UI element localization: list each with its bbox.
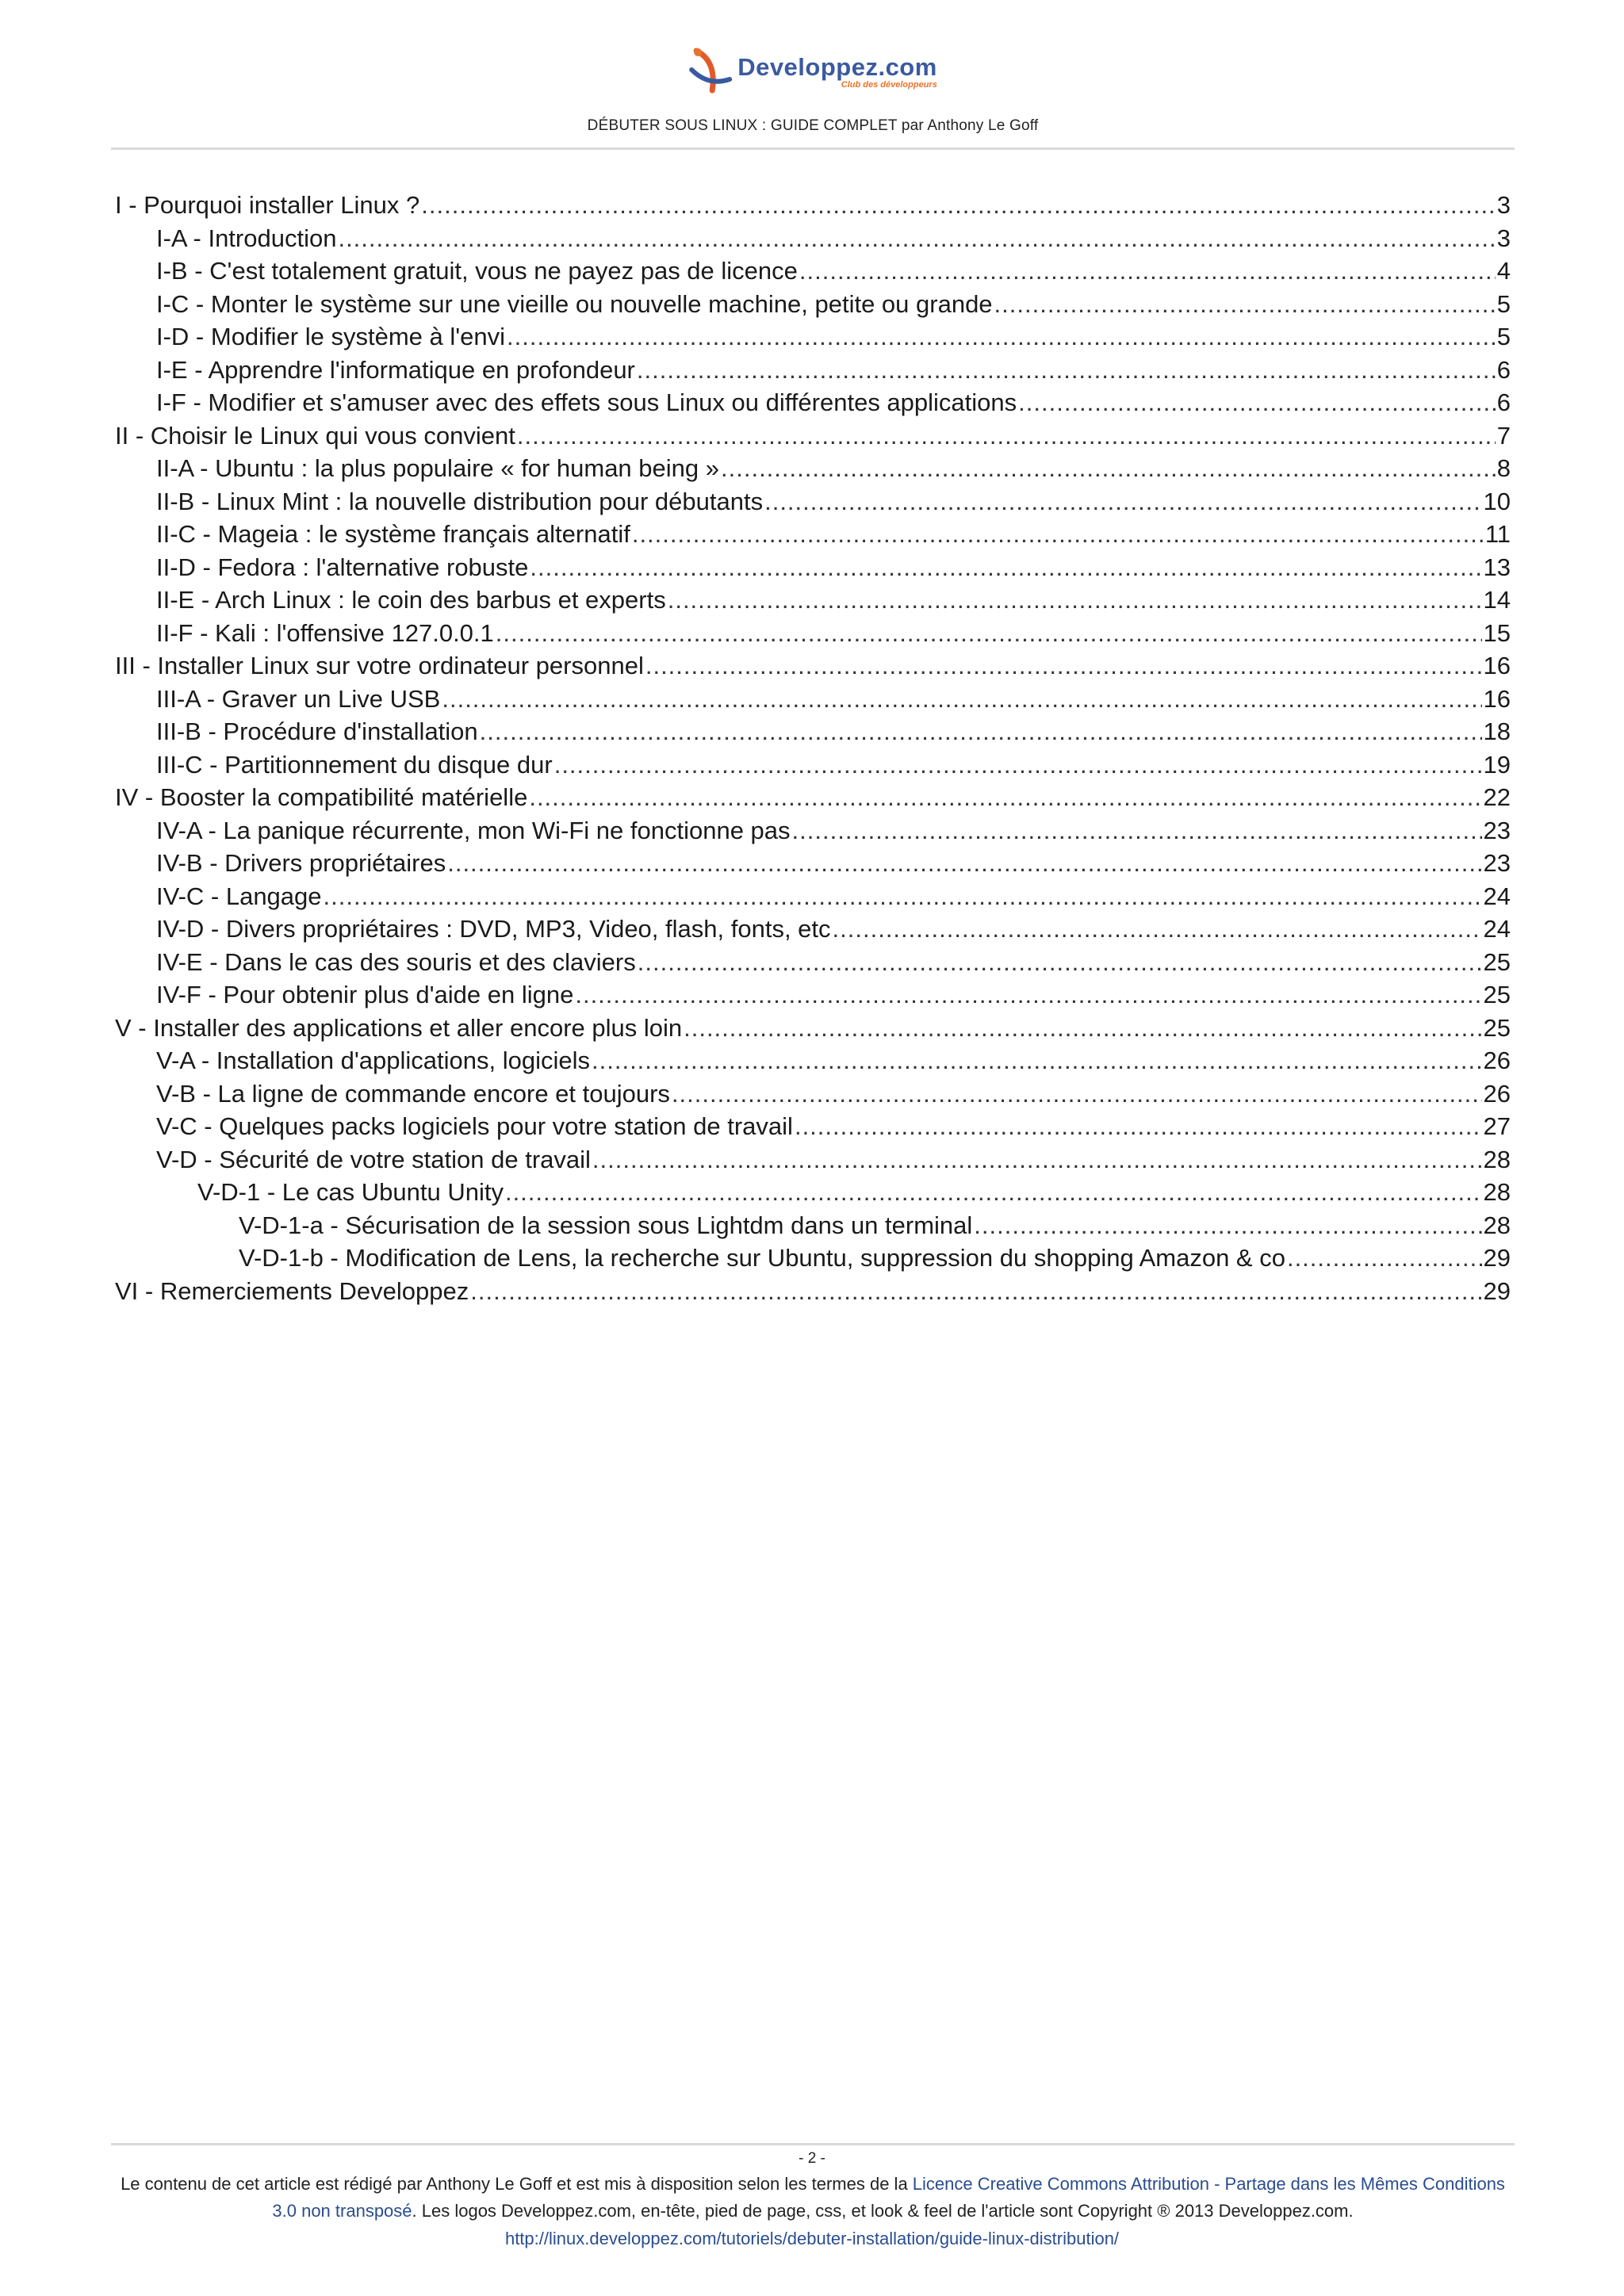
- toc-entry-page: 23: [1483, 816, 1511, 844]
- logo-name: Developpez.com: [737, 53, 937, 81]
- toc-entry-label: IV-E - Dans le cas des souris et des claviers: [156, 947, 636, 976]
- toc-dot-leader: [575, 978, 1481, 1012]
- toc-entry-label: II-D - Fedora : l'alternative robuste: [156, 553, 529, 581]
- toc-entry-page: 19: [1483, 750, 1511, 779]
- toc-entry[interactable]: [115, 781, 1511, 814]
- legal-suffix: . Les logos Developpez.com, en-tête, pied de page, css, et look & feel de l'article sont Copyright ® 2013 Developpez.com.: [412, 2201, 1354, 2221]
- toc-dot-leader: [507, 320, 1496, 354]
- toc-dot-leader: [324, 880, 1482, 913]
- toc-entry[interactable]: [115, 748, 1511, 782]
- toc-entry-page: 26: [1483, 1047, 1511, 1074]
- toc-entry-label: I-C - Monter le système sur une vieille ou nouvelle machine, petite ou grande: [156, 289, 993, 318]
- toc-entry[interactable]: [115, 814, 1511, 848]
- toc-entry-label: IV-A - La panique récurrente, mon Wi-Fi ne fonctionne pas: [156, 816, 791, 844]
- toc-entry-page: 26: [1483, 1079, 1511, 1108]
- toc-dot-leader: [833, 913, 1482, 946]
- toc-entry[interactable]: [115, 683, 1511, 716]
- developpez-swoosh-icon: [688, 46, 733, 98]
- toc-entry[interactable]: [115, 1176, 1511, 1209]
- toc-dot-leader: [505, 1176, 1482, 1209]
- toc-dot-leader: [645, 649, 1482, 683]
- toc-entry[interactable]: [115, 354, 1511, 387]
- toc-entry-page: 14: [1483, 586, 1511, 614]
- developpez-logo[interactable]: [688, 46, 937, 98]
- toc-entry[interactable]: [115, 1209, 1511, 1242]
- toc-entry-label: V-C - Quelques packs logiciels pour votre station de travail: [156, 1112, 793, 1140]
- toc-entry-page: 5: [1496, 289, 1511, 318]
- toc-entry-page: 10: [1483, 487, 1511, 515]
- toc-entry-label: II-B - Linux Mint : la nouvelle distribution pour débutants: [156, 487, 764, 515]
- toc-entry-label: I-E - Apprendre l'informatique en profondeur: [156, 355, 635, 384]
- toc-entry-label: II-C - Mageia : le système français alternatif: [156, 520, 630, 548]
- toc-entry[interactable]: [115, 715, 1511, 748]
- toc-entry-page: 23: [1483, 849, 1511, 877]
- toc-entry-label: II-E - Arch Linux : le coin des barbus et experts: [156, 586, 666, 614]
- toc-entry-page: 3: [1496, 224, 1511, 252]
- toc-entry-label: I-A - Introduction: [156, 224, 337, 252]
- toc-entry-page: 4: [1496, 257, 1511, 285]
- logo-subtitle: Club des développeurs: [841, 80, 937, 90]
- toc-entry[interactable]: [115, 880, 1511, 913]
- toc-entry-label: II - Choisir le Linux qui vous convient: [115, 421, 515, 450]
- toc-entry-label: V-D-1-b - Modification de Lens, la recherche sur Ubuntu, suppression du shopping Amazon & co: [239, 1244, 1285, 1272]
- toc-entry[interactable]: [115, 419, 1511, 453]
- toc-entry-page: 16: [1483, 684, 1511, 713]
- toc-entry-page: 25: [1483, 947, 1511, 976]
- toc-dot-leader: [421, 189, 1495, 222]
- toc-entry-page: 24: [1483, 915, 1511, 943]
- toc-entry[interactable]: [115, 485, 1511, 519]
- toc-dot-leader: [338, 222, 1495, 255]
- toc-entry[interactable]: [115, 1275, 1511, 1308]
- page-header: [111, 40, 1515, 150]
- toc-dot-leader: [638, 946, 1482, 979]
- toc-entry-page: 11: [1484, 520, 1511, 548]
- toc-entry[interactable]: [115, 386, 1511, 419]
- toc-dot-leader: [592, 1044, 1482, 1077]
- toc-entry-page: 25: [1483, 1013, 1511, 1042]
- toc-dot-leader: [1018, 386, 1496, 419]
- toc-entry[interactable]: [115, 1110, 1511, 1143]
- toc-dot-leader: [668, 584, 1482, 617]
- toc-entry-label: I - Pourquoi installer Linux ?: [115, 191, 420, 219]
- page-number: - 2 -: [799, 2150, 825, 2167]
- toc-entry[interactable]: [115, 978, 1511, 1012]
- toc-dot-leader: [721, 452, 1496, 485]
- toc-dot-leader: [530, 551, 1481, 584]
- toc-entry-page: 25: [1483, 981, 1511, 1008]
- toc-entry-label: IV - Booster la compatibilité matérielle: [115, 783, 528, 811]
- toc-entry-page: 28: [1483, 1145, 1511, 1173]
- toc-entry-page: 3: [1496, 191, 1511, 219]
- toc-entry-page: 18: [1483, 718, 1511, 745]
- toc-entry[interactable]: [115, 551, 1511, 584]
- toc-entry-page: 15: [1483, 618, 1511, 647]
- toc-entry-page: 29: [1483, 1244, 1511, 1272]
- toc-dot-leader: [799, 254, 1496, 288]
- footer-url-line: [0, 2225, 1624, 2252]
- toc-dot-leader: [684, 1012, 1481, 1045]
- toc-entry-page: 5: [1496, 323, 1511, 350]
- toc-entry-page: 28: [1483, 1211, 1511, 1239]
- license-link[interactable]: Licence Creative Commons Attribution - Partage dans les Mêmes Conditions 3.0 non transposé: [272, 2174, 1505, 2221]
- legal-prefix: Le contenu de cet article est rédigé par Anthony Le Goff et est mis à disposition selon les termes de la: [121, 2174, 913, 2194]
- toc-dot-leader: [974, 1209, 1481, 1242]
- toc-entry[interactable]: [115, 518, 1511, 551]
- toc-entry-page: 7: [1496, 421, 1511, 450]
- toc-dot-leader: [480, 715, 1482, 748]
- toc-entry-label: V-D - Sécurité de votre station de travail: [156, 1145, 591, 1173]
- table-of-contents: [115, 189, 1511, 1307]
- toc-dot-leader: [795, 1110, 1482, 1143]
- toc-entry[interactable]: [115, 1242, 1511, 1275]
- toc-dot-leader: [637, 354, 1496, 387]
- toc-entry[interactable]: [115, 254, 1511, 288]
- toc-entry-label: IV-D - Divers propriétaires : DVD, MP3, Video, flash, fonts, etc: [156, 915, 831, 943]
- toc-entry-page: 27: [1483, 1112, 1511, 1140]
- footer-divider: [111, 2143, 1515, 2145]
- toc-dot-leader: [592, 1143, 1482, 1177]
- toc-entry-label: III - Installer Linux sur votre ordinateur personnel: [115, 652, 644, 679]
- toc-entry[interactable]: [115, 584, 1511, 617]
- toc-dot-leader: [517, 419, 1496, 453]
- toc-entry[interactable]: [115, 946, 1511, 979]
- toc-entry[interactable]: [115, 913, 1511, 946]
- toc-entry-label: IV-C - Langage: [156, 882, 322, 910]
- toc-entry-label: I-F - Modifier et s'amuser avec des effets sous Linux ou différentes applications: [156, 388, 1017, 416]
- toc-entry-page: 13: [1483, 553, 1511, 581]
- document-title: DÉBUTER SOUS LINUX : GUIDE COMPLET par Anthony Le Goff: [587, 117, 1039, 134]
- toc-entry-page: 8: [1496, 454, 1511, 482]
- toc-dot-leader: [632, 518, 1484, 551]
- toc-entry-label: III-B - Procédure d'installation: [156, 718, 478, 745]
- toc-dot-leader: [792, 814, 1482, 848]
- toc-entry-label: III-A - Graver un Live USB: [156, 684, 441, 713]
- toc-entry-label: II-F - Kali : l'offensive 127.0.0.1: [156, 618, 494, 647]
- toc-entry-label: II-A - Ubuntu : la plus populaire « for human being »: [156, 454, 719, 482]
- toc-entry[interactable]: [115, 452, 1511, 485]
- toc-entry-label: IV-F - Pour obtenir plus d'aide en ligne: [156, 981, 574, 1008]
- toc-dot-leader: [447, 847, 1481, 880]
- toc-dot-leader: [994, 288, 1496, 321]
- toc-entry[interactable]: [115, 847, 1511, 880]
- toc-dot-leader: [470, 1275, 1481, 1308]
- toc-entry[interactable]: [115, 1143, 1511, 1177]
- toc-entry[interactable]: [115, 1077, 1511, 1111]
- toc-entry-label: V-D-1 - Le cas Ubuntu Unity: [197, 1178, 504, 1206]
- toc-entry[interactable]: [115, 189, 1511, 222]
- toc-dot-leader: [672, 1077, 1482, 1111]
- toc-entry-label: I-B - C'est totalement gratuit, vous ne payez pas de licence: [156, 257, 798, 285]
- toc-entry-page: 28: [1483, 1178, 1511, 1206]
- toc-dot-leader: [442, 683, 1481, 716]
- toc-entry-page: 29: [1483, 1276, 1511, 1305]
- toc-entry-label: V-D-1-a - Sécurisation de la session sous Lightdm dans un terminal: [239, 1211, 973, 1239]
- toc-entry-page: 6: [1496, 388, 1511, 416]
- toc-entry-page: 22: [1483, 783, 1511, 811]
- toc-entry-label: IV-B - Drivers propriétaires: [156, 849, 446, 877]
- toc-entry-label: III-C - Partitionnement du disque dur: [156, 750, 553, 779]
- toc-dot-leader: [496, 617, 1482, 650]
- toc-entry[interactable]: [115, 320, 1511, 354]
- toc-dot-leader: [529, 781, 1481, 814]
- toc-entry[interactable]: [115, 1044, 1511, 1077]
- toc-entry-page: 6: [1496, 355, 1511, 384]
- toc-entry-label: I-D - Modifier le système à l'envi: [156, 323, 506, 350]
- toc-entry-label: V - Installer des applications et aller encore plus loin: [115, 1013, 683, 1042]
- toc-entry[interactable]: [115, 617, 1511, 650]
- article-url-link[interactable]: http://linux.developpez.com/tutoriels/debuter-installation/guide-linux-distribution/: [504, 2229, 1120, 2248]
- toc-entry-label: V-B - La ligne de commande encore et toujours: [156, 1079, 670, 1108]
- toc-dot-leader: [764, 485, 1481, 519]
- toc-entry[interactable]: [115, 288, 1511, 321]
- toc-entry-label: V-A - Installation d'applications, logiciels: [156, 1047, 590, 1074]
- toc-entry[interactable]: [115, 1012, 1511, 1045]
- toc-dot-leader: [554, 748, 1482, 782]
- toc-entry-page: 16: [1483, 652, 1511, 679]
- footer-legal-text: [119, 2171, 1507, 2225]
- toc-entry-page: 24: [1483, 882, 1511, 910]
- toc-entry[interactable]: [115, 222, 1511, 255]
- toc-entry-label: VI - Remerciements Developpez: [115, 1276, 469, 1305]
- toc-entry[interactable]: [115, 649, 1511, 683]
- toc-dot-leader: [1287, 1242, 1482, 1275]
